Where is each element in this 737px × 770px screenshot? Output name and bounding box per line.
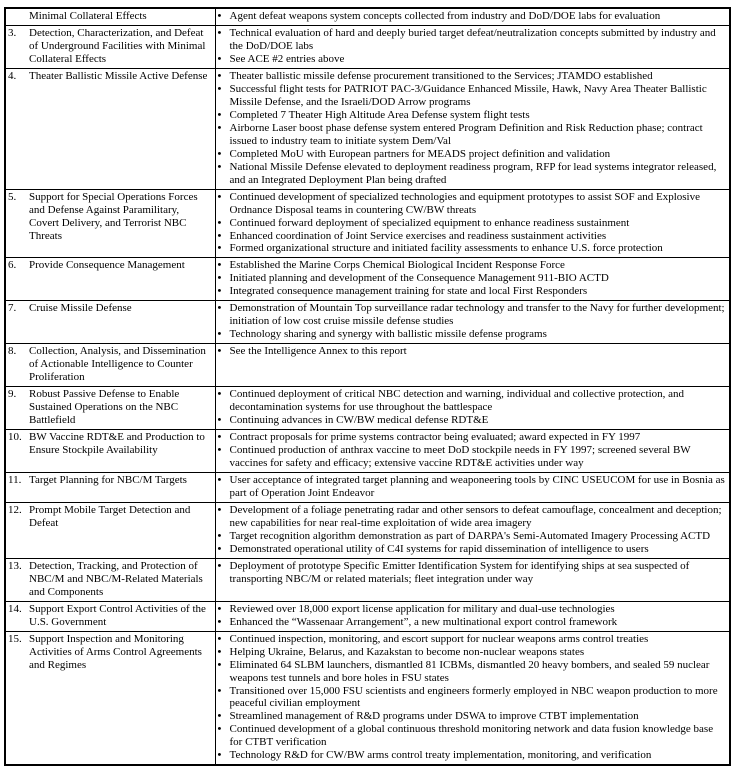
accomplishment-text: Target recognition algorithm demonstration as part of DARPA's Semi-Automated Imagery Processing ACTD — [229, 529, 711, 542]
table-row — [5, 631, 730, 765]
area-title — [8, 27, 212, 66]
table-row — [5, 502, 730, 558]
area-title-text: Support Export Control Activities of the U.S. Government — [29, 602, 206, 628]
table-body — [5, 8, 730, 765]
accomplishment-item — [218, 53, 727, 66]
accomplishment-item — [218, 685, 727, 711]
area-number: 8. — [8, 345, 17, 358]
bullet-icon: • — [217, 82, 222, 95]
area-title-cell — [5, 301, 215, 344]
bullet-icon: • — [217, 559, 222, 572]
accomplishment-text: Technology R&D for CW/BW arms control treaty implementation, monitoring, and verification — [229, 749, 652, 762]
area-title-text: Target Planning for NBC/M Targets — [29, 473, 187, 486]
area-title-cell — [5, 344, 215, 387]
accomplishment-text: Completed 7 Theater High Altitude Area Defense system flight tests — [229, 108, 530, 121]
area-title-cell — [5, 430, 215, 473]
accomplishment-list — [218, 345, 727, 358]
accomplishment-text: Reviewed over 18,000 export license application for military and dual-use technologies — [229, 602, 615, 615]
accomplishment-item — [218, 560, 727, 586]
table-row — [5, 258, 730, 301]
accomplishments-cell — [215, 430, 730, 473]
accomplishment-text: Enhanced coordination of Joint Service exercises and readiness sustainment activities — [229, 229, 607, 242]
area-number: 3. — [8, 26, 17, 39]
accomplishment-list — [218, 560, 727, 586]
accomplishment-item — [218, 191, 727, 217]
bullet-icon: • — [217, 285, 222, 298]
accomplishment-text: Theater ballistic missile defense procurement transitioned to the Services; JTAMDO established — [229, 69, 653, 82]
area-title — [8, 431, 212, 457]
accomplishment-item — [218, 302, 727, 328]
table-row — [5, 189, 730, 258]
area-number: 15. — [8, 632, 22, 645]
accomplishments-cell — [215, 558, 730, 601]
accomplishment-item — [218, 603, 727, 616]
accomplishment-item — [218, 616, 727, 629]
accomplishment-item — [218, 710, 727, 723]
accomplishment-text: See ACE #2 entries above — [229, 52, 345, 65]
table-row — [5, 344, 730, 387]
area-title-cell — [5, 8, 215, 25]
accomplishment-text: Successful flight tests for PATRIOT PAC-3/Guidance Enhanced Missile, Hawk, Navy Area Theater Ballistic Missile Defense, and the Israeli/DOD Arrow programs — [229, 82, 707, 108]
accomplishment-text: Continued development of a global continuous threshold monitoring network and data fusion knowledge base for CTBT verification — [229, 723, 714, 749]
area-title-text: Cruise Missile Defense — [29, 302, 132, 315]
area-title-text: Detection, Characterization, and Defeat of Underground Facilities with Minimal Collateral Effects — [29, 26, 206, 65]
area-title-text: Support for Special Operations Forces and Defense Against Paramilitary, Covert Delivery, and Terrorist NBC Threats — [29, 190, 198, 242]
area-title-text: Prompt Mobile Target Detection and Defeat — [29, 503, 191, 529]
accomplishments-cell — [215, 258, 730, 301]
area-number: 11. — [8, 473, 22, 486]
accomplishment-text: Streamlined management of R&D programs under DSWA to improve CTBT implementation — [229, 710, 639, 723]
area-number: 5. — [8, 190, 17, 203]
accomplishment-item — [218, 10, 727, 23]
accomplishment-item — [218, 70, 727, 83]
accomplishment-list — [218, 259, 727, 298]
area-title — [8, 504, 212, 530]
accomplishment-text: Deployment of prototype Specific Emitter Identification System for identifying ships at sea suspected of transporting NBC/M or related materials; fleet integration under way — [229, 559, 690, 585]
area-title — [8, 603, 212, 629]
accomplishment-item — [218, 161, 727, 187]
area-title-cell — [5, 631, 215, 765]
bullet-icon: • — [217, 473, 222, 486]
bullet-icon: • — [217, 328, 222, 341]
bullet-icon: • — [217, 684, 222, 697]
area-title-cell — [5, 25, 215, 68]
accomplishment-item — [218, 122, 727, 148]
accomplishment-text: User acceptance of integrated target planning and weaponeering tools by CINC USEUCOM for use in Bosnia as part of Operation Joint Endeavor — [229, 473, 725, 499]
area-title-cell — [5, 558, 215, 601]
area-title — [8, 259, 212, 272]
area-title-text: BW Vaccine RDT&E and Production to Ensure Stockpile Availability — [29, 431, 205, 457]
accomplishment-item — [218, 230, 727, 243]
area-title-cell — [5, 189, 215, 258]
bullet-icon: • — [217, 147, 222, 160]
accomplishment-item — [218, 749, 727, 762]
accomplishment-list — [218, 504, 727, 556]
table-row — [5, 68, 730, 189]
accomplishment-list — [218, 10, 727, 23]
accomplishment-text: Initiated planning and development of the Consequence Management 911-BIO ACTD — [229, 272, 609, 285]
accomplishment-text: Continued production of anthrax vaccine to meet DoD stockpile needs in FY 1997; screened several BW vaccines for safety and efficacy; extensive vaccine RDT&E activities under way — [229, 444, 691, 469]
accomplishment-item — [218, 259, 727, 272]
accomplishment-item — [218, 285, 727, 298]
bullet-icon: • — [217, 444, 222, 457]
accomplishment-text: Agent defeat weapons system concepts collected from industry and DoD/DOE labs for evaluation — [229, 10, 661, 22]
accomplishments-cell — [215, 301, 730, 344]
bullet-icon: • — [217, 345, 222, 358]
bullet-icon: • — [217, 216, 222, 229]
area-number: 7. — [8, 302, 17, 315]
accomplishment-list — [218, 633, 727, 763]
accomplishment-list — [218, 603, 727, 629]
accomplishment-list — [218, 70, 727, 187]
bullet-icon: • — [217, 121, 222, 134]
accomplishments-cell — [215, 189, 730, 258]
bullet-icon: • — [217, 542, 222, 555]
bullet-icon: • — [217, 414, 222, 427]
accomplishment-item — [218, 530, 727, 543]
area-title-cell — [5, 258, 215, 301]
accomplishments-cell — [215, 8, 730, 25]
accomplishment-list — [218, 388, 727, 427]
table-row — [5, 601, 730, 631]
table-row — [5, 558, 730, 601]
accomplishments-cell — [215, 502, 730, 558]
accomplishments-cell — [215, 68, 730, 189]
accomplishment-text: Eliminated 64 SLBM launchers, dismantled 81 ICBMs, dismantled 20 heavy bombers, and sealed 59 nuclear weapons test tunnels and bore holes in FSU states — [229, 658, 710, 684]
bullet-icon: • — [217, 749, 222, 762]
area-number: 4. — [8, 69, 17, 82]
accomplishment-item — [218, 431, 727, 444]
accomplishment-item — [218, 328, 727, 341]
area-title-cell — [5, 387, 215, 430]
accomplishment-item — [218, 444, 727, 470]
bullet-icon: • — [217, 108, 222, 121]
area-title-text: Provide Consequence Management — [29, 259, 185, 272]
bullet-icon: • — [217, 615, 222, 628]
accomplishment-text: National Missile Defense elevated to deployment readiness program, RFP for lead systems integrator released, and an Integrated Deployment Plan being drafted — [229, 160, 717, 186]
accomplishment-text: Transitioned over 15,000 FSU scientists and engineers formerly employed in NBC weapon production to more peaceful civilian employment — [229, 684, 718, 710]
accomplishment-text: Established the Marine Corps Chemical Biological Incident Response Force — [229, 259, 565, 272]
accomplishment-text: Formed organizational structure and initiated facility assessments to enhance U.S. force protection — [229, 242, 663, 255]
accomplishments-cell — [215, 344, 730, 387]
area-title — [8, 302, 212, 315]
area-title-cell — [5, 472, 215, 502]
bullet-icon: • — [217, 10, 222, 22]
accomplishment-item — [218, 217, 727, 230]
accomplishment-list — [218, 27, 727, 66]
area-title — [8, 10, 212, 23]
bullet-icon: • — [217, 190, 222, 203]
bullet-icon: • — [217, 503, 222, 516]
accomplishment-item — [218, 474, 727, 500]
bullet-icon: • — [217, 302, 222, 315]
area-number: 10. — [8, 431, 22, 444]
table-row — [5, 25, 730, 68]
accomplishment-item — [218, 633, 727, 646]
bullet-icon: • — [217, 602, 222, 615]
area-number: 13. — [8, 559, 22, 572]
area-title-text: Detection, Tracking, and Protection of NBC/M and NBC/M-Related Materials and Components — [29, 559, 203, 598]
area-title-cell — [5, 502, 215, 558]
area-title — [8, 633, 212, 672]
accomplishments-cell — [215, 631, 730, 765]
accomplishments-cell — [215, 387, 730, 430]
accomplishment-text: Continued deployment of critical NBC detection and warning, individual and collective protection, and decontamination systems for use throughout the battlespace — [229, 388, 685, 414]
accomplishment-text: Completed MoU with European partners for MEADS project definition and validation — [229, 147, 611, 160]
bullet-icon: • — [217, 710, 222, 723]
accomplishment-item — [218, 414, 727, 427]
bullet-icon: • — [217, 26, 222, 39]
accomplishment-text: Continued forward deployment of specialized equipment to enhance readiness sustainment — [229, 216, 630, 229]
bullet-icon: • — [217, 388, 222, 401]
area-title — [8, 560, 212, 599]
area-number: 14. — [8, 602, 22, 615]
accomplishment-text: Continuing advances in CW/BW medical defense RDT&E — [229, 414, 489, 427]
table-row — [5, 8, 730, 25]
accomplishment-text: Demonstration of Mountain Top surveillance radar technology and transfer to the Navy for further development; initiation of low cost cruise missile defense studies — [229, 302, 725, 328]
bullet-icon: • — [217, 658, 222, 671]
accomplishment-item — [218, 659, 727, 685]
accomplishment-list — [218, 302, 727, 341]
accomplishment-text: Integrated consequence management training for state and local First Responders — [229, 285, 588, 298]
area-title-text: Support Inspection and Monitoring Activities of Arms Control Agreements and Regimes — [29, 632, 202, 671]
bullet-icon: • — [217, 69, 222, 82]
accomplishments-cell — [215, 25, 730, 68]
accomplishment-item — [218, 723, 727, 749]
area-title — [8, 388, 212, 427]
area-title-cell — [5, 68, 215, 189]
accomplishment-text: See the Intelligence Annex to this report — [229, 345, 407, 358]
bullet-icon: • — [217, 529, 222, 542]
accomplishment-item — [218, 272, 727, 285]
bullet-icon: • — [217, 52, 222, 65]
bullet-icon: • — [217, 242, 222, 255]
bullet-icon: • — [217, 160, 222, 173]
bullet-icon: • — [217, 645, 222, 658]
accomplishments-cell — [215, 601, 730, 631]
accomplishment-text: Contract proposals for prime systems contractor being evaluated; award expected in FY 1997 — [229, 431, 641, 444]
accomplishments-cell — [215, 472, 730, 502]
table-row — [5, 430, 730, 473]
area-title — [8, 345, 212, 384]
accomplishment-item — [218, 83, 727, 109]
accomplishment-item — [218, 388, 727, 414]
accomplishment-item — [218, 646, 727, 659]
bullet-icon: • — [217, 259, 222, 272]
accomplishment-text: Airborne Laser boost phase defense system entered Program Definition and Risk Reduction phase; contract issued to industry team to initiate system Dem/Val — [229, 121, 703, 147]
accomplishment-text: Continued development of specialized technologies and equipment prototypes to assist SOF and Explosive Ordnance Disposal teams in countering CW/BW threats — [229, 190, 700, 216]
area-number: 6. — [8, 259, 17, 272]
area-title-text: Collection, Analysis, and Dissemination of Actionable Intelligence to Counter Proliferation — [29, 345, 206, 384]
accomplishment-item — [218, 504, 727, 530]
area-title-text: Minimal Collateral Effects — [29, 10, 147, 22]
area-title — [8, 191, 212, 243]
bullet-icon: • — [217, 431, 222, 444]
area-title-text: Theater Ballistic Missile Active Defense — [29, 69, 208, 82]
accomplishment-text: Enhanced the “Wassenaar Arrangement”, a new multinational export control framework — [229, 615, 618, 628]
accomplishment-item — [218, 109, 727, 122]
bullet-icon: • — [217, 632, 222, 645]
accomplishment-list — [218, 431, 727, 470]
area-title — [8, 70, 212, 83]
accomplishment-text: Helping Ukraine, Belarus, and Kazakstan to become non-nuclear weapons states — [229, 645, 585, 658]
accomplishment-text: Continued inspection, monitoring, and escort support for nuclear weapons arms control treaties — [229, 632, 649, 645]
accomplishment-text: Demonstrated operational utility of C4I systems for rapid dissemination of intelligence to users — [229, 542, 649, 555]
accomplishment-item — [218, 148, 727, 161]
accomplishment-item — [218, 27, 727, 53]
area-number: 12. — [8, 503, 22, 516]
accomplishment-item — [218, 345, 727, 358]
table-row — [5, 387, 730, 430]
area-number: 9. — [8, 388, 17, 401]
accomplishment-item — [218, 242, 727, 255]
area-title-cell — [5, 601, 215, 631]
accomplishment-text: Technology sharing and synergy with ballistic missile defense programs — [229, 328, 547, 341]
bullet-icon: • — [217, 272, 222, 285]
bullet-icon: • — [217, 229, 222, 242]
area-title — [8, 474, 212, 487]
accomplishment-item — [218, 543, 727, 556]
accomplishments-table — [4, 7, 731, 766]
bullet-icon: • — [217, 723, 222, 736]
accomplishment-list — [218, 191, 727, 256]
table-row — [5, 301, 730, 344]
area-title-text: Robust Passive Defense to Enable Sustained Operations on the NBC Battlefield — [29, 388, 180, 427]
accomplishment-text: Technical evaluation of hard and deeply buried target defeat/neutralization concepts submitted by industry and the DoD/DOE labs — [229, 26, 716, 52]
accomplishment-list — [218, 474, 727, 500]
accomplishment-text: Development of a foliage penetrating radar and other sensors to defeat camouflage, concealment and deception; new capabilities for near real-time exploitation of wide area imagery — [229, 503, 722, 529]
table-row — [5, 472, 730, 502]
